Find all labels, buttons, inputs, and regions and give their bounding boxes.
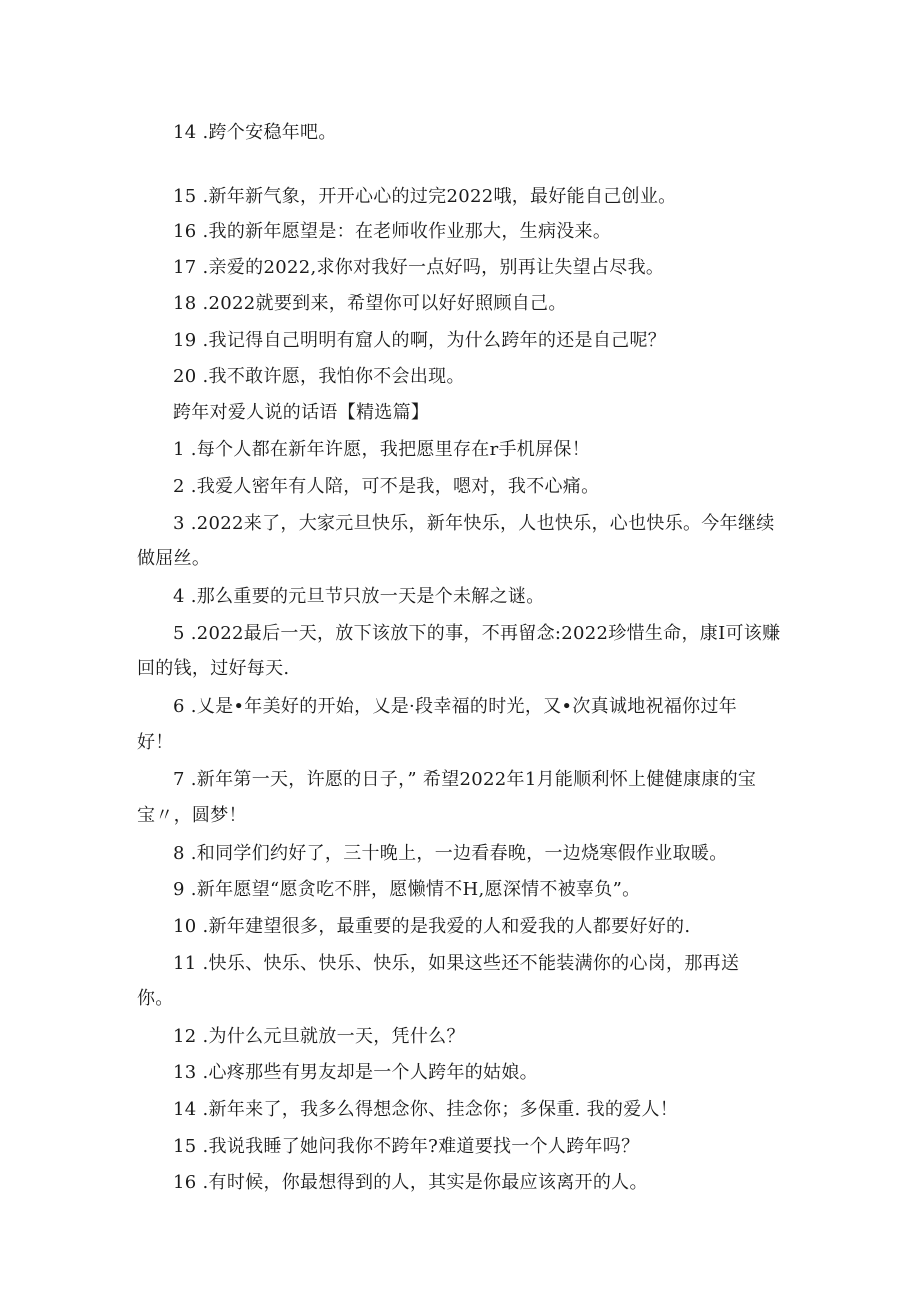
text-line: 3 .2022来了，大家元旦快乐，新年快乐，人也快乐，心也快乐。今年继续 <box>173 513 775 534</box>
text-line: 12 .为什么元旦就放一天，凭什么？ <box>173 1026 465 1047</box>
text-line: 19 .我记得自己明明有窟人的啊，为什么跨年的还是自己呢？ <box>173 330 667 351</box>
text-line: 9 .新年愿望“愿贪吃不胖，愿懒情不H,愿深情不被辜负”。 <box>173 879 641 900</box>
text-line: 宝〃，圆梦！ <box>137 805 247 826</box>
text-line: 4 .那么重要的元旦节只放一天是个未解之谜。 <box>173 586 545 607</box>
text-line: 16 .我的新年愿望是：在老师收作业那大，生病没来。 <box>173 221 612 242</box>
text-line: 15 .新年新气象，开开心心的过完2022哦，最好能自己创业。 <box>173 186 677 207</box>
text-line: 2 .我爱人密年有人陪，可不是我，嗯对，我不心痛。 <box>173 476 600 497</box>
text-line: 7 .新年第一天，许愿的日子，” 希望2022年1月能顺利怀上健健康康的宝 <box>173 769 757 790</box>
text-line: 18 .2022就要到来，希望你可以好好照顾自己。 <box>173 293 567 314</box>
text-line: 回的钱，过好每天. <box>137 658 290 679</box>
text-line: 20 .我不敢许愿，我怕你不会出现。 <box>173 366 465 387</box>
text-line: 1 .每个人都在新年许愿，我把愿里存在r手机屏保！ <box>173 439 590 460</box>
text-line: 11 .快乐、快乐、快乐、快乐，如果这些还不能装满你的心岗，那再送 <box>173 953 740 974</box>
text-line: 10 .新年建望很多，最重要的是我爱的人和爱我的人都要好好的. <box>173 916 691 937</box>
text-line: 6 .乂是•年美好的开始，乂是·段幸福的时光，又•次真诚地祝福你过年 <box>173 696 738 717</box>
text-line: 8 .和同学们约好了，三十晚上，一边看春晚，一边烧寒假作业取暖。 <box>173 843 728 864</box>
text-line: 16 .有时候，你最想得到的人，其实是你最应该离开的人。 <box>173 1172 648 1193</box>
text-line: 14 .新年来了，我多么得想念你、挂念你；多保重. 我的爱人！ <box>173 1099 679 1120</box>
text-line: 17 .亲爱的2022,求你对我好一点好吗，别再让失望占尽我。 <box>173 257 665 278</box>
text-line: 15 .我说我睡了她问我你不跨年?难道要找一个人跨年吗？ <box>173 1136 640 1157</box>
text-line: 你。 <box>137 988 174 1009</box>
text-line: 5 .2022最后一天，放下该放下的事，不再留念:2022珍惜生命，康I可该赚 <box>173 623 781 644</box>
text-line: 做屈丝。 <box>137 548 211 569</box>
section-heading: 跨年对爱人说的话语【精选篇】 <box>173 402 430 423</box>
text-line: 好！ <box>137 732 174 753</box>
text-line: 13 .心疼那些有男友却是一个人跨年的姑娘。 <box>173 1062 538 1083</box>
text-line: 14 .跨个安稳年吧。 <box>173 122 337 143</box>
